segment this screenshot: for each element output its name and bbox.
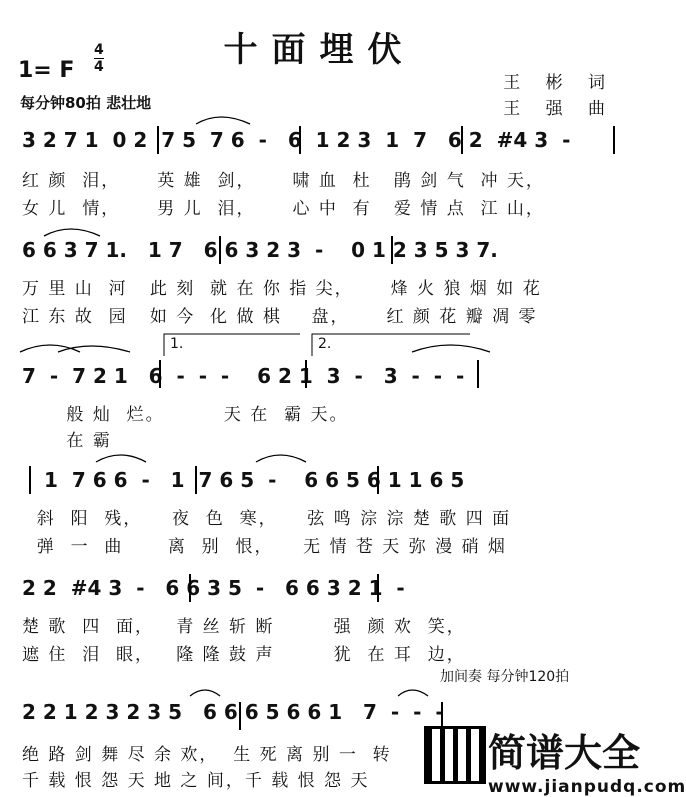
watermark-brand: 简谱大全 (488, 731, 641, 775)
slur (58, 346, 130, 352)
lyricist-credit: 王 彬 词 (503, 73, 615, 93)
time-signature-top: 4 (94, 42, 104, 58)
tempo-marking: 每分钟80拍 悲壮地 (20, 94, 152, 112)
lyrics-verse-2: 弹 一 曲 离 别 恨， 无 情 苍 天 弥 漫 硝 烟 (22, 537, 507, 557)
lyrics-verse-1: 斜 阳 残， 夜 色 寒， 弦 鸣 淙 淙 楚 歌 四 面 (22, 509, 512, 529)
lyrics-verse-1: 万 里 山 河 此 刻 就 在 你 指 尖， 烽 火 狼 烟 如 花 (22, 279, 542, 299)
key-signature: 1= F (18, 58, 75, 83)
slur (398, 690, 428, 696)
piano-keys-icon (424, 726, 486, 784)
slur (256, 455, 306, 462)
ending-brackets (164, 334, 470, 356)
notes-line: 2 2 1 2 3 2 3 5 6 6 6 5 6 6 1 7 - - - (22, 700, 444, 724)
song-title: 十面埋伏 (223, 30, 416, 70)
lyrics-verse-2: 千 载 恨 怨 天 地 之 间，千 载 恨 怨 天 (22, 771, 370, 791)
slur (412, 345, 490, 352)
lyrics-verse-1: 绝 路 剑 舞 尽 余 欢， 生 死 离 别 一 转 (22, 745, 392, 765)
notes-line: 1 7 6 6 - 1 7 6 5 - 6 6 5 6 1 1 6 5 (44, 468, 465, 492)
lyrics-verse-2: 在 霸 (22, 431, 112, 451)
slur (196, 117, 250, 124)
notes-line: 6 6 3 7 1. 1 7 6 6 3 2 3 - 0 1 2 3 5 3 7. (22, 238, 498, 262)
lyrics-verse-2: 江 东 故 园 如 今 化 做 棋 盘， 红 颜 花 瓣 凋 零 (22, 307, 538, 327)
lyrics-verse-2: 遮 住 泪 眼， 隆 隆 鼓 声 犹 在 耳 边， (22, 645, 466, 665)
time-signature-bottom: 4 (94, 59, 104, 75)
slur (44, 229, 100, 236)
first-ending-bracket (164, 334, 300, 356)
lyrics-verse-1: 楚 歌 四 面， 青 丝 斩 断 强 颜 欢 笑， (22, 617, 466, 637)
bar-lines (30, 126, 614, 730)
notes-line: 3 2 7 1 0 2 7 5 7 6 - 6 1 2 3 1 7 6 2 #4 3 - (22, 128, 571, 152)
lyrics-verse-1: 红 颜 泪， 英 雄 剑， 啸 血 杜 鹃 剑 气 冲 天， (22, 171, 545, 191)
notes-line: 2 2 #4 3 - 6 6 3 5 - 6 6 3 2 1 - (22, 576, 405, 600)
slur (190, 690, 220, 696)
second-ending-label: 2. (318, 336, 332, 352)
watermark (418, 722, 686, 797)
watermark-url: www.jianpudq.com (488, 777, 686, 797)
slurs (20, 117, 490, 696)
composer-credit: 王 强 曲 (503, 99, 615, 119)
slur (96, 455, 146, 462)
lyrics-verse-2: 女 儿 情， 男 儿 泪， 心 中 有 爱 情 点 江 山， (22, 199, 545, 219)
lyrics-verse-1: 般 灿 烂。 天 在 霸 天。 (22, 405, 349, 425)
notes-line: 7 - 7 2 1 6 - - - 6 2 1 3 - 3 - - - (22, 364, 465, 388)
first-ending-label: 1. (170, 336, 184, 352)
interlude-tempo: 加间奏 每分钟120拍 (440, 669, 570, 685)
